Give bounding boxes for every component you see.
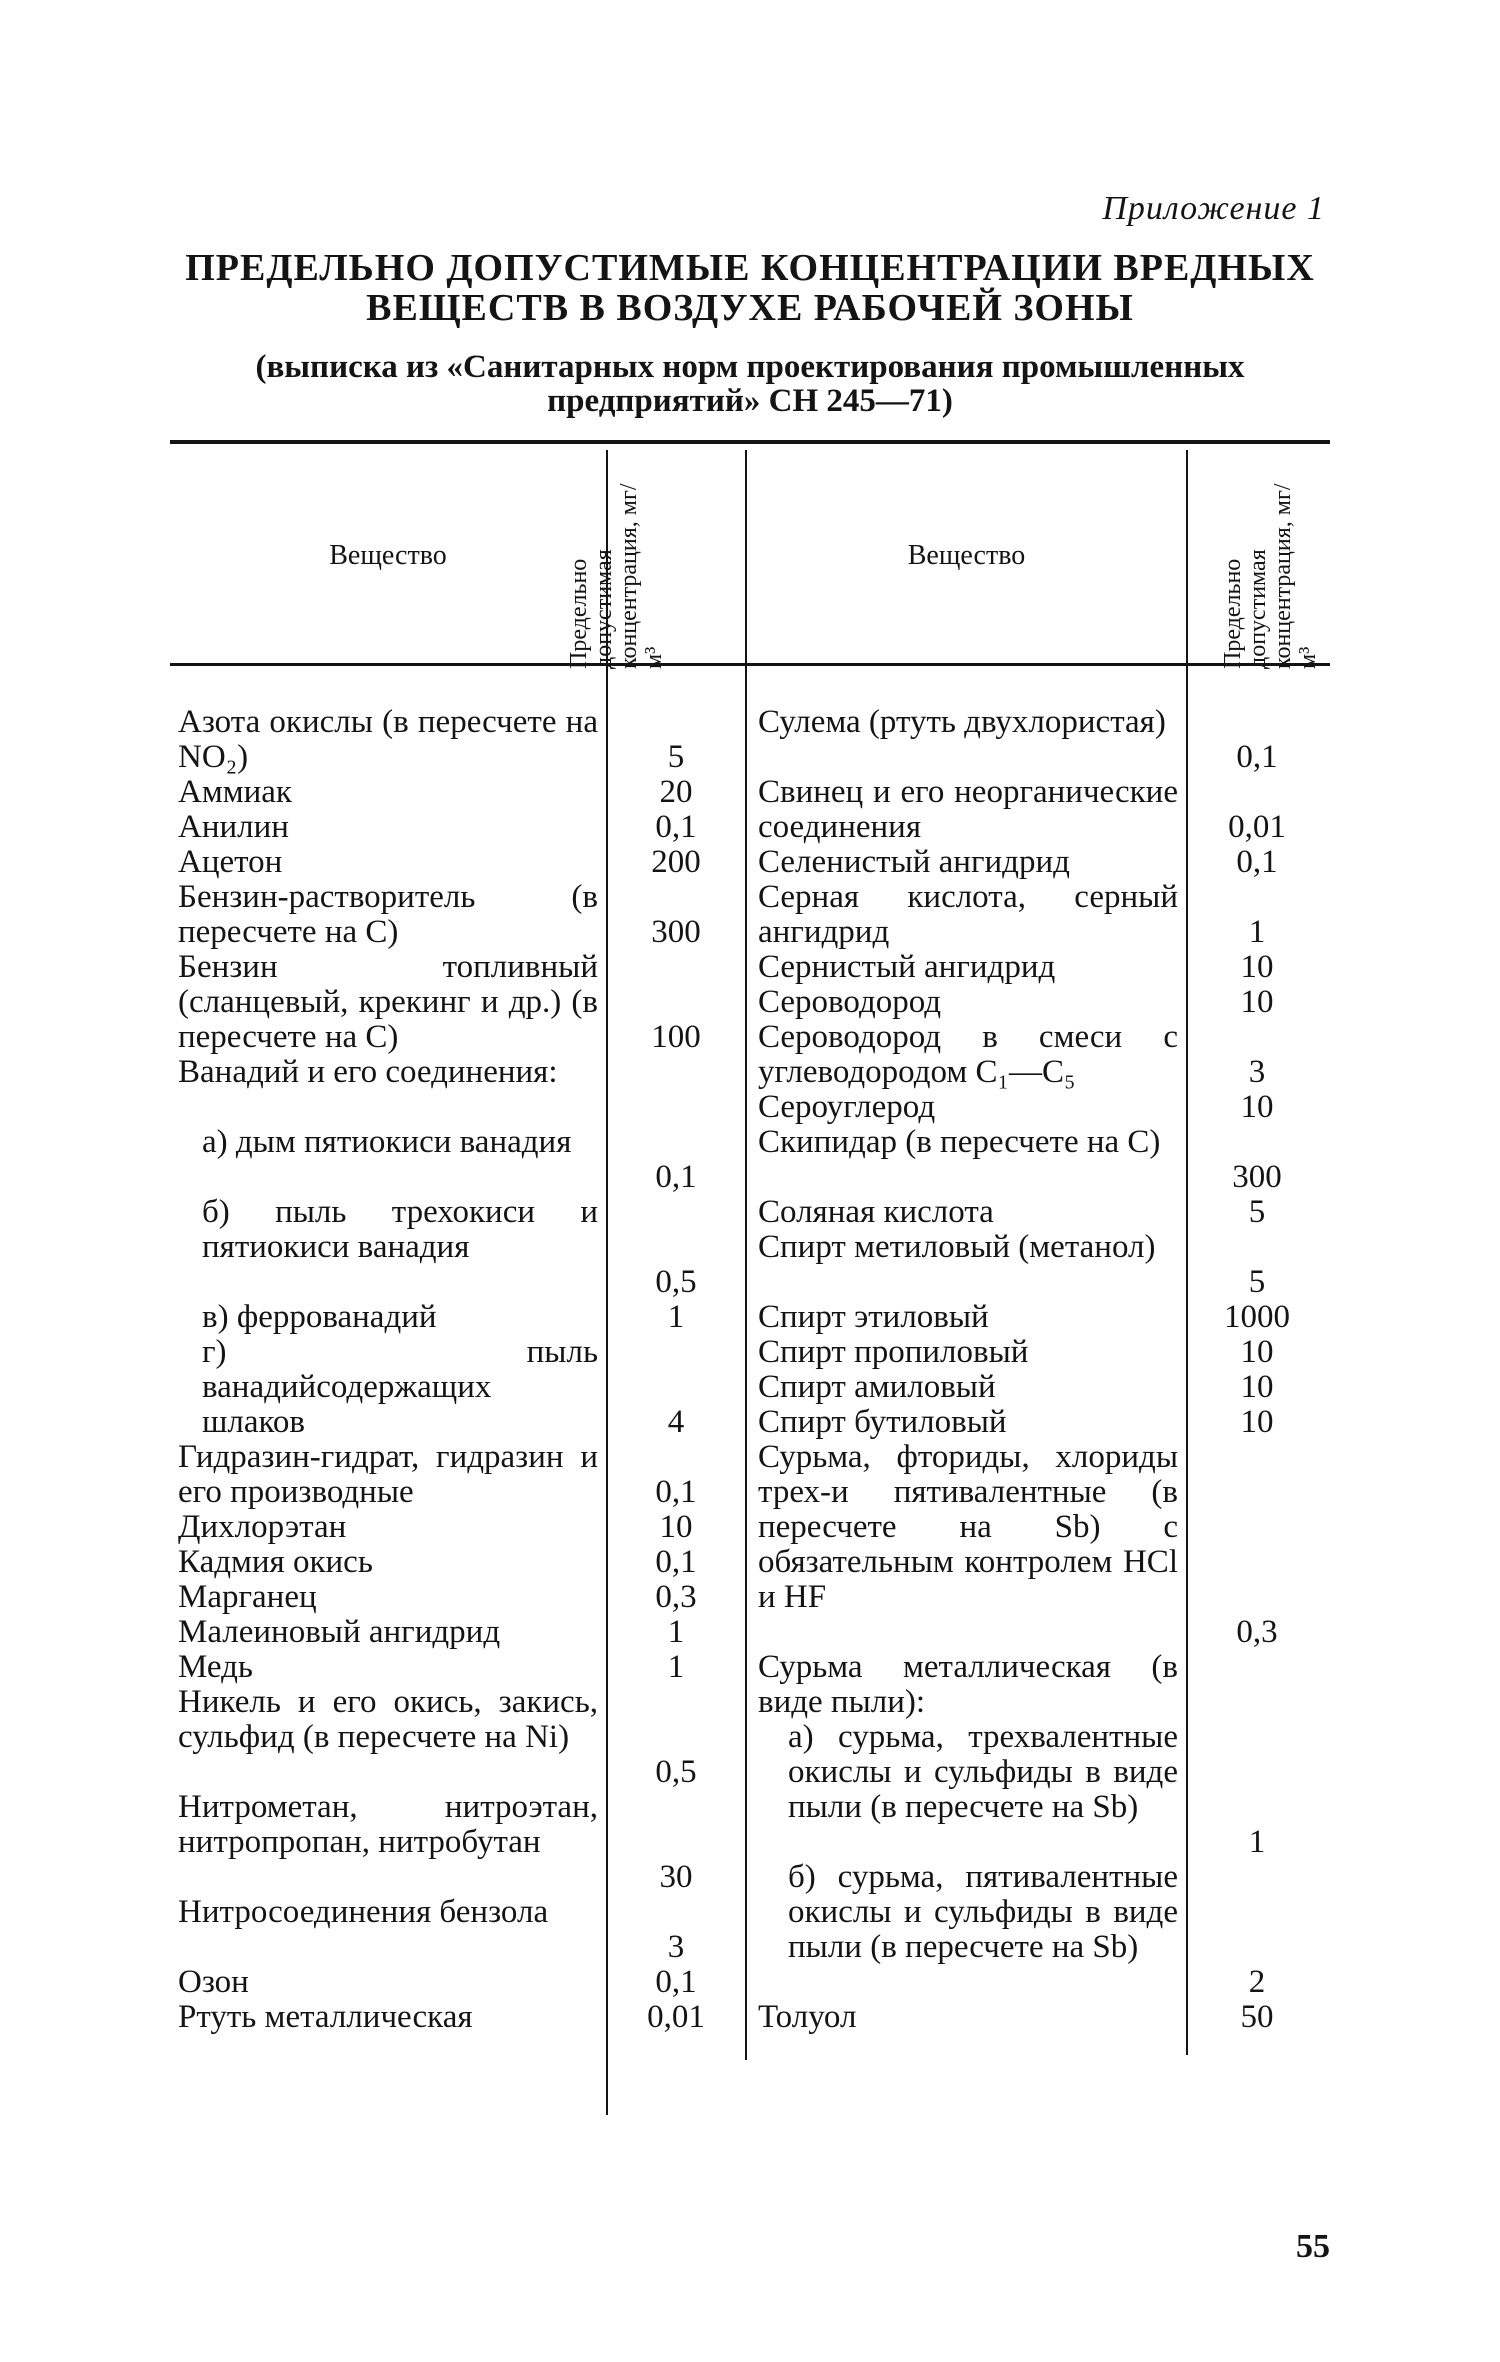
substance-cell: Селенистый ангидрид (758, 844, 1070, 880)
concentration-cell: 1 (667, 1614, 685, 1650)
substance-cell: г) пыль ванадийсодержащих шлаков (202, 1334, 598, 1440)
concentration-cell: 20 (659, 774, 693, 810)
substance-cell: Сулема (ртуть двухлористая) (758, 704, 1166, 740)
concentration-cell: 0,5 (655, 1264, 697, 1300)
concentration-cell: 0,3 (655, 1579, 697, 1615)
concentration-cell: 0,1 (655, 1474, 697, 1510)
substance-cell: Никель и его окись, закись, сульфид (в пересчете на Ni) (178, 1684, 598, 1755)
concentration-cell: 50 (1240, 1999, 1274, 2035)
substance-cell: Нитросоединения бензола (178, 1894, 549, 1930)
substance-cell: Сероуглерод (758, 1089, 936, 1125)
substance-header-right: Вещество (907, 540, 1026, 571)
concentration-cell: 10 (1240, 1404, 1274, 1440)
substance-cell: а) дым пятиокиси ванадия (202, 1124, 572, 1160)
substance-cell: Ванадий и его соединения: (178, 1054, 558, 1090)
substance-header-left: Вещество (329, 540, 447, 571)
substance-cell: Спирт бутиловый (758, 1404, 1007, 1440)
substance-cell: Соляная кислота (758, 1194, 994, 1230)
substance-cell: Кадмия окись (178, 1544, 373, 1580)
substance-cell: Толуол (758, 1999, 857, 2035)
page-subtitle: (выписка из «Санитарных норм проектирования промышленных предприятий» СН 245—71) (255, 349, 1245, 419)
substance-cell: Сернистый ангидрид (758, 949, 1056, 985)
concentration-cell: 10 (659, 1509, 693, 1545)
concentration-cell: 0,1 (655, 1964, 697, 2000)
substance-cell: Бензин-растворитель (в пересчете на С) (178, 879, 598, 950)
concentration-cell: 5 (667, 739, 685, 775)
substance-cell: Спирт этиловый (758, 1299, 989, 1335)
page-title: ПРЕДЕЛЬНО ДОПУСТИМЫЕ КОНЦЕНТРАЦИИ ВРЕДНЫХ ВЕЩЕСТВ В ВОЗДУХЕ РАБОЧЕЙ ЗОНЫ (185, 247, 1315, 329)
concentration-cell: 300 (1232, 1159, 1282, 1195)
concentration-cell: 0,1 (1236, 844, 1278, 880)
concentration-cell: 0,1 (655, 1544, 697, 1580)
substance-cell: Азота окислы (в пересчете на NO₂) (178, 704, 598, 775)
concentration-cell: 0,1 (1236, 739, 1278, 775)
concentration-cell: 1 (1248, 1824, 1266, 1860)
concentration-cell: 1 (1248, 914, 1266, 950)
concentration-cell: 10 (1240, 1334, 1274, 1370)
substance-cell: Ртуть металлическая (178, 1999, 473, 2035)
substance-cell: Дихлорэтан (178, 1509, 347, 1545)
substance-cell: Медь (178, 1649, 253, 1685)
concentration-cell: 1000 (1224, 1299, 1290, 1335)
concentration-cell: 0,1 (655, 1159, 697, 1195)
concentration-cell: 2 (1248, 1964, 1266, 2000)
concentration-cell: 10 (1240, 949, 1274, 985)
concentration-cell: 0,3 (1236, 1614, 1278, 1650)
concentration-cell: 200 (651, 844, 701, 880)
concentration-cell: 10 (1240, 984, 1274, 1020)
substance-cell: Марганец (178, 1579, 317, 1615)
concentration-cell: 0,5 (655, 1754, 697, 1790)
substance-cell: Свинец и его неорганические соединения (758, 774, 1178, 845)
concentration-cell: 300 (651, 914, 701, 950)
concentration-cell: 0,1 (655, 809, 697, 845)
concentration-cell: 0,01 (647, 1999, 705, 2035)
appendix-label: Приложение 1 (1102, 190, 1325, 227)
concentration-header-right: Предельно допустимая концентрация, мг/м³ (1220, 483, 1321, 669)
substance-cell: Аммиак (178, 774, 292, 810)
concentration-cell: 4 (667, 1404, 685, 1440)
substance-cell: Сероводород (758, 984, 942, 1020)
concentration-cell: 10 (1240, 1089, 1274, 1125)
substance-cell: Ацетон (178, 844, 283, 880)
substance-cell: Сурьма, фториды, хлориды трех-и пятивалентные (в пересчете на Sb) с обязательным контролем HCl и HF (758, 1439, 1178, 1615)
concentration-cell: 3 (667, 1929, 685, 1965)
substance-cell: Спирт амиловый (758, 1369, 996, 1405)
concentration-cell: 30 (659, 1859, 693, 1895)
substance-cell: Серная кислота, серный ангидрид (758, 879, 1178, 950)
substance-cell: Нитрометан, нитроэтан, нитропропан, нитробутан (178, 1789, 598, 1860)
substance-cell: а) сурьма, трехвалентные окислы и сульфиды в виде пыли (в пересчете на Sb) (788, 1719, 1178, 1825)
page-number: 55 (1296, 2228, 1330, 2265)
substance-cell: Сероводород в смеси с углеводородом C₁—C₅ (758, 1019, 1178, 1090)
concentration-cell: 1 (667, 1299, 685, 1335)
substance-cell: Анилин (178, 809, 289, 845)
substance-cell: Сурьма металлическая (в виде пыли): (758, 1649, 1178, 1720)
substance-cell: Скипидар (в пересчете на С) (758, 1124, 1161, 1160)
substance-cell: Малеиновый ангидрид (178, 1614, 501, 1650)
substance-cell: Бензин топливный (сланцевый, крекинг и др.) (в пересчете на С) (178, 949, 598, 1055)
concentration-header-left: Предельно допустимая концентрация, мг/м³ (566, 483, 667, 669)
concentration-cell: 3 (1248, 1054, 1266, 1090)
substance-cell: Спирт метиловый (метанол) (758, 1229, 1156, 1265)
substance-cell: Озон (178, 1964, 249, 2000)
concentration-cell: 5 (1248, 1194, 1266, 1230)
substance-cell: б) пыль трехокиси и пятиокиси ванадия (202, 1194, 598, 1265)
concentration-cell: 100 (651, 1019, 701, 1055)
concentration-cell: 1 (667, 1649, 685, 1685)
concentration-cell: 0,01 (1228, 809, 1286, 845)
substance-cell: в) феррованадий (202, 1299, 437, 1335)
concentration-cell: 5 (1248, 1264, 1266, 1300)
substance-cell: Гидразин-гидрат, гидразин и его производные (178, 1439, 598, 1510)
concentration-cell: 10 (1240, 1369, 1274, 1405)
substance-cell: Спирт пропиловый (758, 1334, 1029, 1370)
substance-cell: б) сурьма, пятивалентные окислы и сульфиды в виде пыли (в пересчете на Sb) (788, 1859, 1178, 1965)
